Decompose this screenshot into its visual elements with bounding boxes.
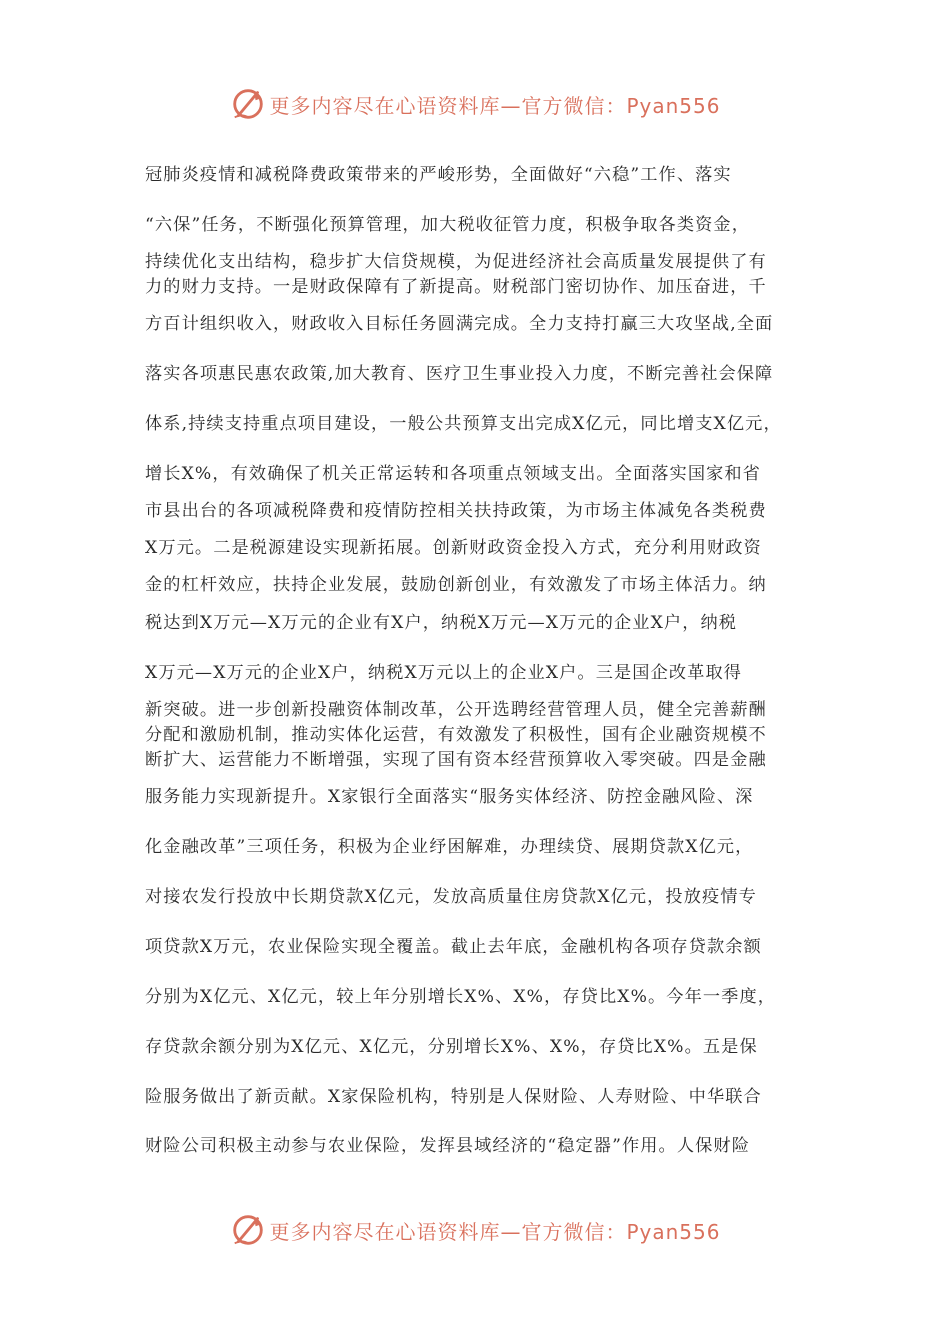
body-line: 分别为X亿元、X亿元，较上年分别增长X%、X%，存贷比X%。今年一季度， bbox=[145, 987, 777, 1007]
body-line: 税达到X万元—X万元的企业有X户，纳税X万元—X万元的企业X户，纳税 bbox=[145, 613, 738, 633]
footer-watermark bbox=[0, 1210, 950, 1250]
pen-logo-icon bbox=[229, 1211, 267, 1249]
body-line: 项贷款X万元，农业保险实现全覆盖。截止去年底，金融机构各项存贷款余额 bbox=[145, 937, 762, 957]
body-line: 服务能力实现新提升。X家银行全面落实“服务实体经济、防控金融风险、深 bbox=[145, 787, 754, 807]
body-line: 财险公司积极主动参与农业保险，发挥县域经济的“稳定器”作用。人保财险 bbox=[145, 1136, 750, 1156]
body-line: 化金融改革”三项任务，积极为企业纾困解难，办理续贷、展期贷款X亿元， bbox=[145, 837, 754, 857]
body-line: 冠肺炎疫情和减税降费政策带来的严峻形势，全面做好“六稳”工作、落实 bbox=[145, 165, 732, 185]
body-line: 市县出台的各项减税降费和疫情防控相关扶持政策，为市场主体减免各类税费 bbox=[145, 501, 767, 521]
body-line: 分配和激励机制，推动实体化运营，有效激发了积极性，国有企业融资规模不 bbox=[145, 725, 767, 745]
body-line: 体系,持续支持重点项目建设，一般公共预算支出完成X亿元，同比增支X亿元， bbox=[145, 414, 782, 434]
header-watermark bbox=[0, 84, 950, 124]
body-line: “六保”任务，不断强化预算管理，加大税收征管力度，积极争取各类资金， bbox=[145, 215, 750, 235]
body-line: X万元。二是税源建设实现新拓展。创新财政资金投入方式，充分利用财政资 bbox=[145, 538, 762, 558]
pen-logo-icon bbox=[229, 85, 267, 123]
body-line: 力的财力支持。一是财政保障有了新提高。财税部门密切协作、加压奋进，千 bbox=[145, 277, 767, 297]
body-line: 方百计组织收入，财政收入目标任务圆满完成。全力支持打赢三大攻坚战,全面 bbox=[145, 314, 774, 334]
body-line: 落实各项惠民惠农政策,加大教育、医疗卫生事业投入力度，不断完善社会保障 bbox=[145, 364, 774, 384]
footer-watermark-text: 更多内容尽在心语资料库—官方微信：Pyan556 bbox=[269, 1219, 721, 1244]
body-line: 对接农发行投放中长期贷款X亿元，发放高质量住房贷款X亿元，投放疫情专 bbox=[145, 887, 757, 907]
body-line: 存贷款余额分别为X亿元、X亿元，分别增长X%、X%，存贷比X%。五是保 bbox=[145, 1037, 758, 1057]
body-line: 断扩大、运营能力不断增强，实现了国有资本经营预算收入零突破。四是金融 bbox=[145, 750, 767, 770]
header-watermark-text: 更多内容尽在心语资料库—官方微信：Pyan556 bbox=[269, 93, 721, 118]
body-line: X万元—X万元的企业X户，纳税X万元以上的企业X户。三是国企改革取得 bbox=[145, 663, 743, 683]
body-line: 持续优化支出结构，稳步扩大信贷规模，为促进经济社会高质量发展提供了有 bbox=[145, 252, 767, 272]
body-line: 新突破。进一步创新投融资体制改革，公开选聘经营管理人员，健全完善薪酬 bbox=[145, 700, 767, 720]
body-line: 金的杠杆效应，扶持企业发展，鼓励创新创业，有效激发了市场主体活力。纳 bbox=[145, 575, 767, 595]
body-line: 险服务做出了新贡献。X家保险机构，特别是人保财险、人寿财险、中华联合 bbox=[145, 1087, 762, 1107]
body-line: 增长X%，有效确保了机关正常运转和各项重点领域支出。全面落实国家和省 bbox=[145, 464, 761, 484]
